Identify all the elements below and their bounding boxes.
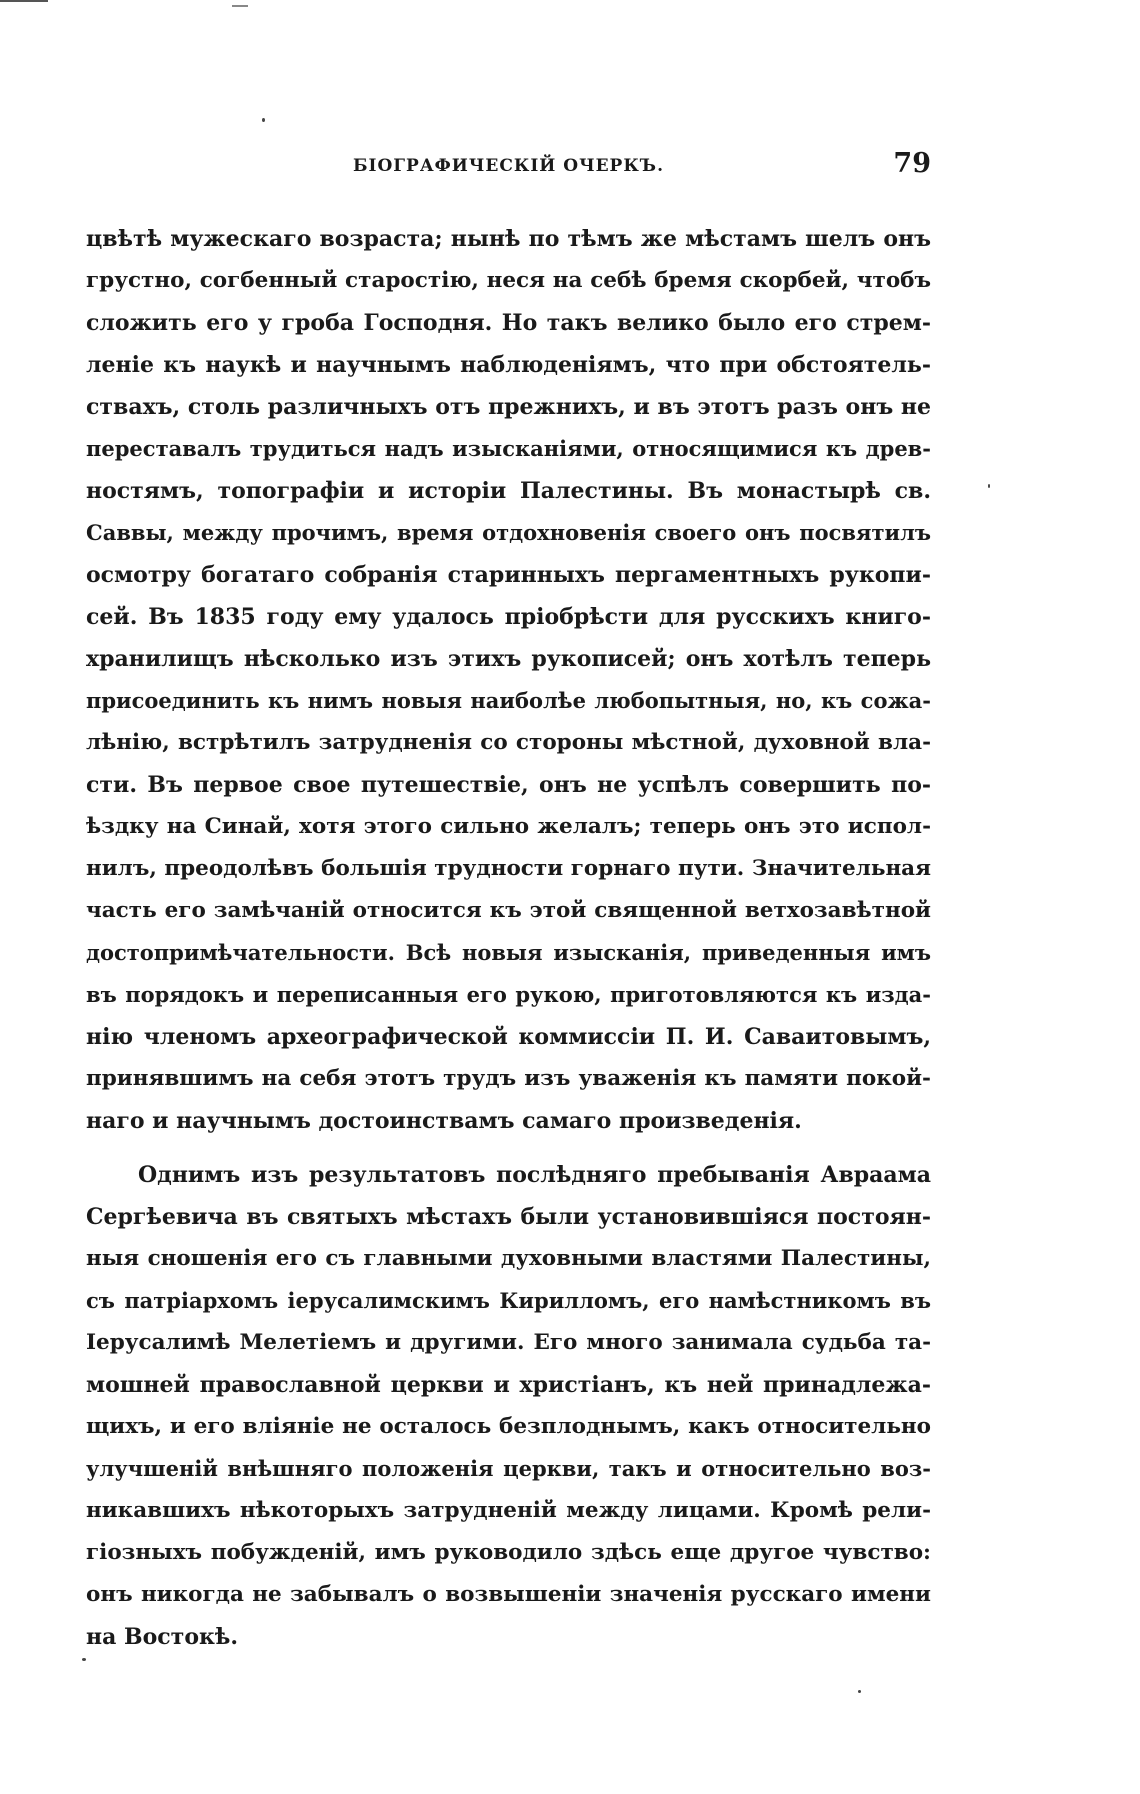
text-line: хранилищъ нѣсколько изъ этихъ рукописей; онъ хотѣлъ теперь [86, 646, 931, 672]
text-line: присоединить къ нимъ новыя наиболѣе любопытныя, но, къ сожа- [86, 688, 931, 713]
text-line: Іерусалимѣ Мелетіемъ и другими. Его много занимала судьба та- [86, 1330, 931, 1355]
scan-speck [82, 1658, 86, 1661]
paragraph-gap [86, 1142, 931, 1154]
scan-speck [858, 1690, 861, 1693]
text-line: ныя сношенія его съ главными духовными властями Палестины, [86, 1246, 931, 1271]
text-line: нилъ, преодолѣвъ большія трудности горнаго пути. Значительная [86, 856, 931, 881]
text-line: на Востокѣ. [86, 1624, 239, 1650]
text-line: онъ никогда не забывалъ о возвышеніи значенія русскаго имени [86, 1582, 931, 1607]
text-line: принявшимъ на себя этотъ трудъ изъ уваженія къ памяти покой- [86, 1066, 931, 1091]
running-title: БІОГРАФИЧЕСКІЙ ОЧЕРКЪ. [353, 156, 664, 176]
text-line: нію членомъ археографической коммиссіи П. И. Саваитовымъ, [86, 1024, 931, 1050]
text-line: лѣнію, встрѣтилъ затрудненія со стороны мѣстной, духовной вла- [86, 730, 931, 755]
text-line: Однимъ изъ результатовъ послѣдняго пребыванія Авраама [138, 1162, 931, 1188]
text-line: переставалъ трудиться надъ изысканіями, относящимися къ древ- [86, 436, 931, 461]
text-line: гіозныхъ побужденій, имъ руководило здѣсь еще другое чувство: [86, 1540, 931, 1565]
text-line: достопримѣчательности. Всѣ новыя изысканія, приведенныя имъ [86, 940, 931, 965]
text-line: ѣздку на Синай, хотя этого сильно желалъ; теперь онъ это испол- [86, 814, 931, 839]
text-line: улучшеній внѣшняго положенія церкви, такъ и относительно воз- [86, 1456, 931, 1481]
text-line: сти. Въ первое свое путешествіе, онъ не успѣлъ совершить по- [86, 772, 931, 798]
text-line: щихъ, и его вліяніе не осталось безплоднымъ, какъ относительно [86, 1414, 931, 1439]
text-line: ствахъ, столь различныхъ отъ прежнихъ, и въ этотъ разъ онъ не [86, 394, 931, 420]
text-line: Саввы, между прочимъ, время отдохновенія своего онъ посвятилъ [86, 520, 931, 545]
text-line: цвѣтѣ мужескаго возраста; нынѣ по тѣмъ же мѣстамъ шелъ онъ [86, 226, 931, 252]
body-text [86, 218, 931, 1658]
text-line: осмотру богатаго собранія старинныхъ пергаментныхъ рукопи- [86, 562, 931, 588]
text-line: сложить его у гроба Господня. Но такъ велико было его стрем- [86, 310, 931, 336]
text-line: леніе къ наукѣ и научнымъ наблюденіямъ, что при обстоятель- [86, 352, 931, 378]
scan-speck [988, 484, 990, 488]
text-line: сей. Въ 1835 году ему удалось пріобрѣсти для русскихъ книго- [86, 604, 931, 630]
scan-edge-mark [0, 0, 48, 2]
text-line: въ порядокъ и переписанныя его рукою, приготовляются къ изда- [86, 982, 931, 1007]
text-line: часть его замѣчаній относится къ этой священной ветхозавѣтной [86, 898, 931, 923]
text-line: никавшихъ нѣкоторыхъ затрудненій между лицами. Кромѣ рели- [86, 1498, 931, 1523]
text-line: грустно, согбенный старостію, неся на себѣ бремя скорбей, чтобъ [86, 268, 931, 293]
text-line: наго и научнымъ достоинствамъ самаго произведенія. [86, 1108, 802, 1134]
paragraph [86, 218, 931, 1142]
text-line: мошней православной церкви и христіанъ, къ ней принадлежа- [86, 1372, 931, 1398]
scan-speck [262, 118, 265, 122]
text-line: съ патріархомъ іерусалимскимъ Кирилломъ, его намѣстникомъ въ [86, 1288, 931, 1313]
text-line: Сергѣевича въ святыхъ мѣстахъ были установившіяся постоян- [86, 1204, 931, 1230]
page-number: 79 [893, 148, 931, 179]
paragraph [86, 1154, 931, 1658]
scan-dash-mark [232, 5, 248, 7]
page-header [86, 148, 931, 188]
text-line: ностямъ, топографіи и исторіи Палестины. Въ монастырѣ св. [86, 478, 931, 504]
